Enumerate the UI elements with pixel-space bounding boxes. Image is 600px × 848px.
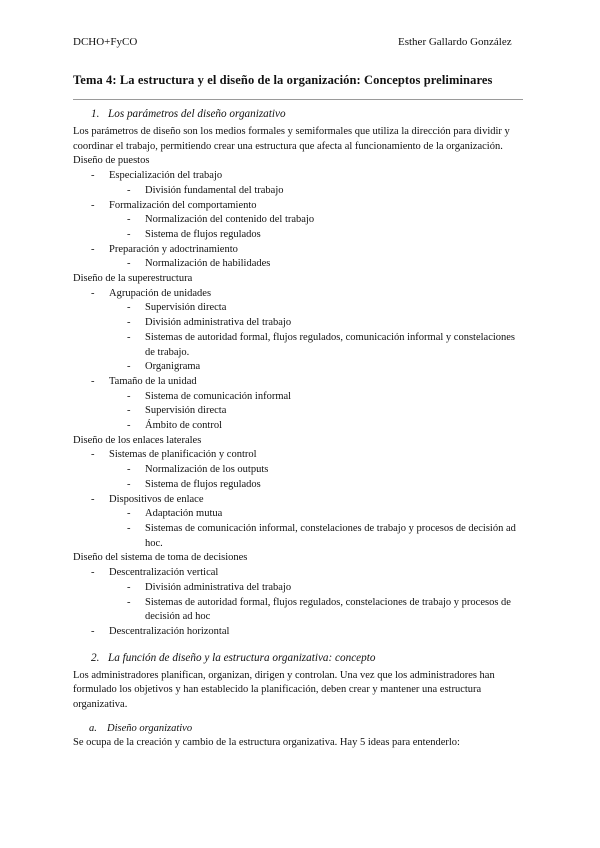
bullet-dash: -	[127, 420, 131, 432]
list-item	[73, 213, 525, 228]
list-item	[73, 448, 525, 463]
list-item	[73, 287, 525, 302]
subsection-a-letter: a.	[89, 722, 97, 734]
document-body	[73, 107, 525, 751]
list-item-text: Supervisión directa	[145, 302, 227, 314]
bullet-dash: -	[91, 567, 95, 579]
bullet-dash: -	[91, 625, 95, 637]
bullet-dash: -	[127, 361, 131, 373]
header-author: Esther Gallardo González	[398, 36, 512, 48]
list-item-text: Normalización del contenido del trabajo	[145, 214, 315, 226]
bullet-dash: -	[127, 390, 131, 402]
bullet-dash: -	[127, 405, 131, 417]
list-item	[73, 596, 525, 625]
bullet-dash: -	[91, 375, 95, 387]
title-divider	[73, 99, 523, 100]
list-item	[73, 228, 525, 243]
spacer	[73, 640, 525, 651]
list-item	[73, 581, 525, 596]
section-1-number: 1.	[91, 108, 100, 120]
header-course: DCHO+FyCO	[73, 36, 138, 48]
group-label-enlaces: Diseño de los enlaces laterales	[73, 434, 202, 446]
list-item	[73, 478, 525, 493]
section-1-title: Los parámetros del diseño organizativo	[108, 108, 286, 120]
list-item	[73, 566, 525, 581]
list-item-text: División administrativa del trabajo	[145, 317, 292, 329]
list-item-text: Sistema de flujos regulados	[145, 478, 261, 490]
list-item-text: Sistemas de autoridad formal, flujos regulados, constelaciones de trabajo y procesos de decisión ad hoc	[145, 596, 511, 623]
section-2-paragraph: Los administradores planifican, organizan, dirigen y controlan. Una vez que los administradores han formulado los objetivos y han establecido la planificación, deben crear y mantener una estructura organizativa.	[73, 669, 495, 711]
list-item	[73, 316, 525, 331]
section-2-heading	[73, 651, 525, 666]
list-item	[73, 257, 525, 272]
bullet-dash: -	[127, 302, 131, 314]
bullet-dash: -	[91, 170, 95, 182]
list-item	[73, 522, 525, 551]
list-item	[73, 331, 525, 360]
list-item	[73, 625, 525, 640]
bullet-dash: -	[127, 464, 131, 476]
list-item	[73, 507, 525, 522]
list-item	[73, 463, 525, 478]
list-item-text: Sistema de comunicación informal	[145, 390, 292, 402]
bullet-dash: -	[91, 449, 95, 461]
list-item	[73, 199, 525, 214]
section-2-title: La función de diseño y la estructura organizativa: concepto	[108, 651, 376, 664]
list-item	[73, 301, 525, 316]
list-item-text: Formalización del comportamiento	[109, 199, 257, 211]
list-item-text: Sistema de flujos regulados	[145, 228, 261, 240]
bullet-dash: -	[127, 508, 131, 520]
bullet-dash: -	[127, 331, 131, 343]
bullet-dash: -	[127, 522, 131, 534]
list-item	[73, 243, 525, 258]
list-item-text: Supervisión directa	[145, 405, 227, 417]
list-item-text: Normalización de habilidades	[145, 258, 271, 270]
subsection-a-heading	[73, 722, 525, 737]
list-item-text: Dispositivos de enlace	[109, 493, 204, 505]
bullet-dash: -	[127, 184, 131, 196]
bullet-dash: -	[127, 478, 131, 490]
subsection-a-title: Diseño organizativo	[107, 722, 193, 734]
list-item-text: Descentralización horizontal	[109, 625, 230, 637]
bullet-dash: -	[127, 214, 131, 226]
list-item-text: Normalización de los outputs	[145, 464, 269, 476]
list-item-text: Agrupación de unidades	[109, 287, 212, 299]
list-item-text: División administrativa del trabajo	[145, 581, 292, 593]
bullet-dash: -	[127, 228, 131, 240]
list-item	[73, 493, 525, 508]
list-item	[73, 184, 525, 199]
list-item-text: Adaptación mutua	[145, 508, 223, 520]
page-title: Tema 4: La estructura y el diseño de la organización: Conceptos preliminares	[73, 73, 493, 87]
list-item-text: División fundamental del trabajo	[145, 184, 284, 196]
group-label-decisiones: Diseño del sistema de toma de decisiones	[73, 552, 248, 564]
list-item	[73, 404, 525, 419]
list-item-text: Sistemas de planificación y control	[109, 449, 257, 461]
bullet-dash: -	[91, 493, 95, 505]
group-label-puestos: Diseño de puestos	[73, 155, 150, 167]
list-item-text: Tamaño de la unidad	[109, 375, 197, 387]
spacer	[73, 713, 525, 722]
section-1-heading	[73, 107, 525, 122]
list-item	[73, 390, 525, 405]
list-item	[73, 419, 525, 434]
list-item-text: Sistemas de comunicación informal, constelaciones de trabajo y procesos de decisión ad hoc.	[145, 522, 516, 549]
list-item-text: Descentralización vertical	[109, 567, 219, 579]
group-label-superestructura: Diseño de la superestructura	[73, 273, 193, 285]
bullet-dash: -	[127, 581, 131, 593]
list-item-text: Sistemas de autoridad formal, flujos regulados, comunicación informal y constelaciones de trabajo.	[145, 331, 516, 358]
bullet-dash: -	[91, 287, 95, 299]
list-item-text: Especialización del trabajo	[109, 170, 223, 182]
list-item-text: Ámbito de control	[145, 420, 222, 432]
bullet-dash: -	[127, 596, 131, 608]
bullet-dash: -	[91, 243, 95, 255]
section-1-intro: Los parámetros de diseño son los medios formales y semiformales que utiliza la dirección para dividir y coordinar el trabajo, permitiendo crear una estructura que afecta al funcionamiento de la organización.	[73, 126, 510, 152]
list-item-text: Preparación y adoctrinamiento	[109, 243, 238, 255]
list-item	[73, 375, 525, 390]
bullet-dash: -	[91, 199, 95, 211]
list-item-text: Organigrama	[145, 361, 201, 373]
list-item	[73, 169, 525, 184]
bullet-dash: -	[127, 317, 131, 329]
section-2-number: 2.	[91, 651, 100, 664]
bullet-dash: -	[127, 258, 131, 270]
subsection-a-paragraph: Se ocupa de la creación y cambio de la estructura organizativa. Hay 5 ideas para entenderlo:	[73, 737, 460, 749]
list-item	[73, 360, 525, 375]
